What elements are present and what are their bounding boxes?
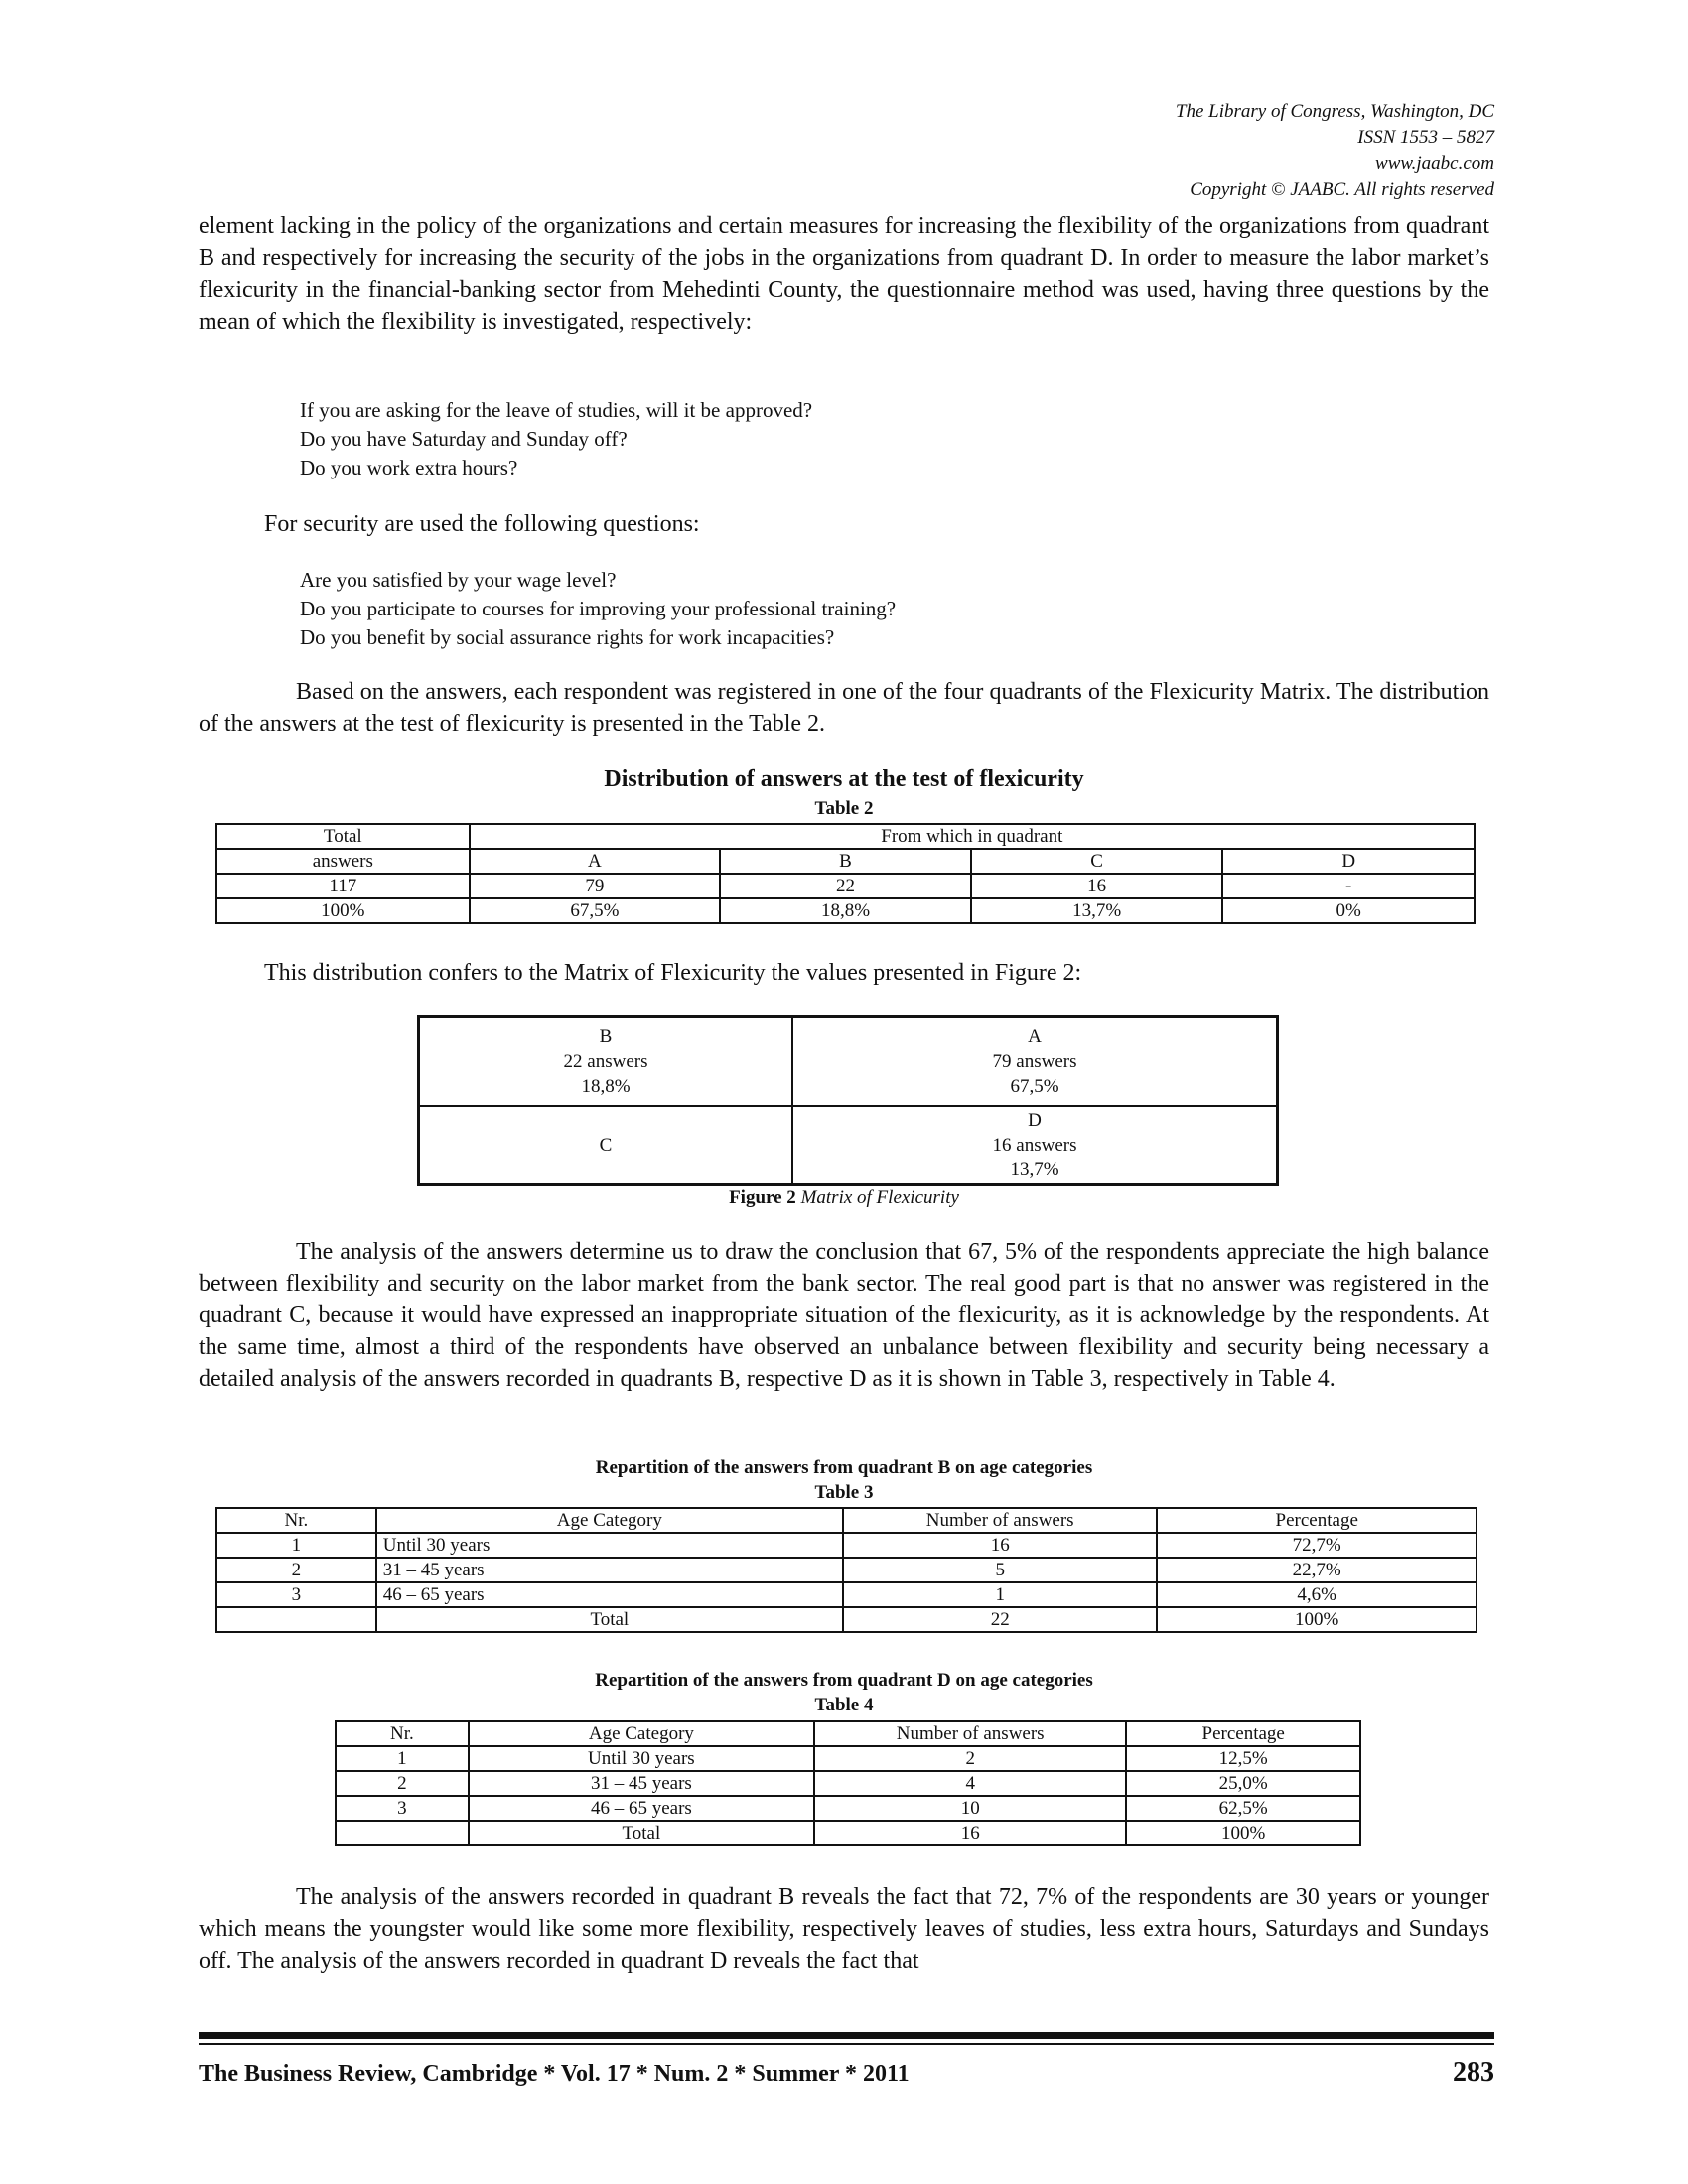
table2-label: Table 2: [814, 798, 874, 819]
table-3: [215, 1507, 1477, 1633]
table-cell: 1: [216, 1533, 376, 1558]
table3-header-count: Number of answers: [843, 1508, 1158, 1533]
table-cell: [336, 1821, 469, 1845]
table-row: [216, 1533, 1477, 1558]
table-4: [335, 1720, 1361, 1846]
table-cell: 2: [814, 1746, 1126, 1771]
figure2-caption: [199, 1187, 1489, 1209]
table3-header-nr: Nr.: [216, 1508, 376, 1533]
flexibility-questions: [300, 396, 1392, 482]
table-cell: 13,7%: [971, 898, 1223, 923]
header-line-3: www.jaabc.com: [1375, 153, 1494, 174]
table-row: [216, 898, 1475, 923]
table-cell: 16: [971, 874, 1223, 898]
matrix-quadrant-d: [793, 1107, 1276, 1183]
table-cell: 100%: [216, 898, 470, 923]
running-header: [799, 99, 1494, 203]
table-cell: 22: [720, 874, 971, 898]
table-cell: 22: [843, 1607, 1158, 1632]
quadrant-a-count: 79 answers: [992, 1050, 1077, 1072]
table-row: [216, 874, 1475, 898]
quadrant-d-letter: D: [1028, 1110, 1042, 1131]
table4-header-count: Number of answers: [814, 1721, 1126, 1746]
quadrant-b-letter: B: [599, 1025, 613, 1047]
table-cell: 1: [843, 1582, 1158, 1607]
footer-rule-thin: [199, 2043, 1494, 2045]
table-cell: 16: [814, 1821, 1126, 1845]
table-cell: 12,5%: [1126, 1746, 1360, 1771]
security-question-3: Do you benefit by social assurance rights for work incapacities?: [300, 625, 835, 649]
table-row: [336, 1796, 1360, 1821]
paragraph-4: The analysis of the answers determine us to draw the conclusion that 67, 5% of the respondents appreciate the high balance between flexibility and security on the labor market from the bank sector. The real good part is that no answer was registered in the quadrant C, because it would have expressed an inappropriate situation of the flexicurity, as it is acknowledge by the respondents. At the same time, almost a third of the respondents have observed an unbalance between flexibility and security being necessary a detailed analysis of the answers recorded in quadrants B, respective D as it is shown in Table 3, respectively in Table 4.: [199, 1239, 1489, 1392]
table-cell: -: [1222, 874, 1475, 898]
quadrant-a-letter: A: [1028, 1025, 1042, 1047]
matrix-quadrant-b: [420, 1018, 791, 1105]
table-cell: 31 – 45 years: [376, 1558, 843, 1582]
flexicurity-matrix: [417, 1015, 1279, 1186]
flex-question-3: Do you work extra hours?: [300, 456, 518, 479]
quadrant-b-count: 22 answers: [563, 1050, 648, 1072]
table-cell: 4,6%: [1157, 1582, 1477, 1607]
table2-col-header: A: [470, 849, 721, 874]
flex-question-1: If you are asking for the leave of studies, will it be approved?: [300, 398, 813, 422]
quadrant-a-percent: 67,5%: [1010, 1075, 1059, 1097]
page-number: 283: [1453, 2057, 1494, 2088]
table3-header-pct: Percentage: [1157, 1508, 1477, 1533]
paragraph-1: element lacking in the policy of the organizations and certain measures for increasing the flexibility of the organizations from quadrant B and respectively for increasing the security of the jobs in the organizations from quadrant D. In order to measure the labor market’s flexicurity in the financial-banking sector from Mehedinti County, the questionnaire method was used, having three questions by the mean of which the flexibility is investigated, respectively:: [199, 213, 1489, 335]
table-cell: 22,7%: [1157, 1558, 1477, 1582]
table-cell: 3: [336, 1796, 469, 1821]
table-row: [336, 1746, 1360, 1771]
table-row: [216, 1558, 1477, 1582]
paragraph-2: Based on the answers, each respondent was registered in one of the four quadrants of the Flexicurity Matrix. The distribution of the answers at the test of flexicurity is presented in the Table 2.: [199, 679, 1489, 737]
table-cell: 25,0%: [1126, 1771, 1360, 1796]
matrix-quadrant-a: [793, 1018, 1276, 1105]
table-cell: 16: [843, 1533, 1158, 1558]
header-line-4: Copyright © JAABC. All rights reserved: [1190, 179, 1494, 200]
table-cell: 72,7%: [1157, 1533, 1477, 1558]
table4-header-pct: Percentage: [1126, 1721, 1360, 1746]
figure2-caption-title: Matrix of Flexicurity: [800, 1187, 959, 1208]
figure2-caption-label: Figure 2: [729, 1187, 796, 1208]
table2-total-header-2: answers: [216, 849, 470, 874]
table-cell: 18,8%: [720, 898, 971, 923]
table2-total-header-1: Total: [216, 824, 470, 849]
table-cell: 10: [814, 1796, 1126, 1821]
table2-col-header: D: [1222, 849, 1475, 874]
security-questions: [300, 566, 1392, 652]
table2-group-header: From which in quadrant: [470, 824, 1475, 849]
table-cell: Until 30 years: [469, 1746, 814, 1771]
table-cell: 2: [336, 1771, 469, 1796]
footer-rule-thick: [199, 2032, 1494, 2039]
table-cell: 67,5%: [470, 898, 721, 923]
table-cell: 2: [216, 1558, 376, 1582]
table-cell: 100%: [1126, 1821, 1360, 1845]
table-cell: 4: [814, 1771, 1126, 1796]
table2-col-header: C: [971, 849, 1223, 874]
table-cell: [216, 1607, 376, 1632]
table4-title: Repartition of the answers from quadrant D on age categories: [595, 1670, 1093, 1691]
table2-title: Distribution of answers at the test of flexicurity: [604, 766, 1084, 792]
table-cell: Total: [469, 1821, 814, 1845]
table-cell: Total: [376, 1607, 843, 1632]
security-question-2: Do you participate to courses for improving your professional training?: [300, 597, 897, 620]
quadrant-d-percent: 13,7%: [1010, 1160, 1059, 1180]
security-question-1: Are you satisfied by your wage level?: [300, 568, 617, 592]
matrix-quadrant-c: [420, 1107, 791, 1183]
header-line-1: The Library of Congress, Washington, DC: [1175, 101, 1494, 122]
quadrant-b-percent: 18,8%: [581, 1075, 631, 1097]
table4-header-age: Age Category: [469, 1721, 814, 1746]
table-cell: 1: [336, 1746, 469, 1771]
table-cell: 0%: [1222, 898, 1475, 923]
table-cell: 5: [843, 1558, 1158, 1582]
footer-journal: The Business Review, Cambridge * Vol. 17 * Num. 2 * Summer * 2011: [199, 2061, 910, 2087]
table3-header-age: Age Category: [376, 1508, 843, 1533]
table3-label: Table 3: [814, 1482, 874, 1503]
table-cell: 62,5%: [1126, 1796, 1360, 1821]
table-cell: 46 – 65 years: [469, 1796, 814, 1821]
table-row: [216, 1582, 1477, 1607]
security-intro: For security are used the following questions:: [264, 511, 700, 537]
table4-label: Table 4: [814, 1695, 874, 1715]
table-cell: 46 – 65 years: [376, 1582, 843, 1607]
table-total-row: [216, 1607, 1477, 1632]
paragraph-5: The analysis of the answers recorded in quadrant B reveals the fact that 72, 7% of the respondents are 30 years or younger which means the youngster would like some more flexibility, respectively leaves of studies, less extra hours, Saturdays and Sundays off. The analysis of the answers recorded in quadrant D reveals the fact that: [199, 1884, 1489, 1974]
table-row: [336, 1771, 1360, 1796]
table4-header-nr: Nr.: [336, 1721, 469, 1746]
table3-title: Repartition of the answers from quadrant B on age categories: [595, 1457, 1093, 1478]
table-cell: 79: [470, 874, 721, 898]
table-cell: Until 30 years: [376, 1533, 843, 1558]
table-cell: 117: [216, 874, 470, 898]
quadrant-c-letter: C: [599, 1135, 613, 1156]
table-total-row: [336, 1821, 1360, 1845]
table-cell: 3: [216, 1582, 376, 1607]
table-2: [215, 823, 1476, 924]
table2-col-header: B: [720, 849, 971, 874]
table-cell: 31 – 45 years: [469, 1771, 814, 1796]
table-cell: 100%: [1157, 1607, 1477, 1632]
paragraph-3: This distribution confers to the Matrix of Flexicurity the values presented in Figure 2:: [264, 960, 1082, 986]
quadrant-d-count: 16 answers: [992, 1135, 1077, 1156]
flex-question-2: Do you have Saturday and Sunday off?: [300, 427, 628, 451]
header-line-2: ISSN 1553 – 5827: [1357, 127, 1494, 148]
